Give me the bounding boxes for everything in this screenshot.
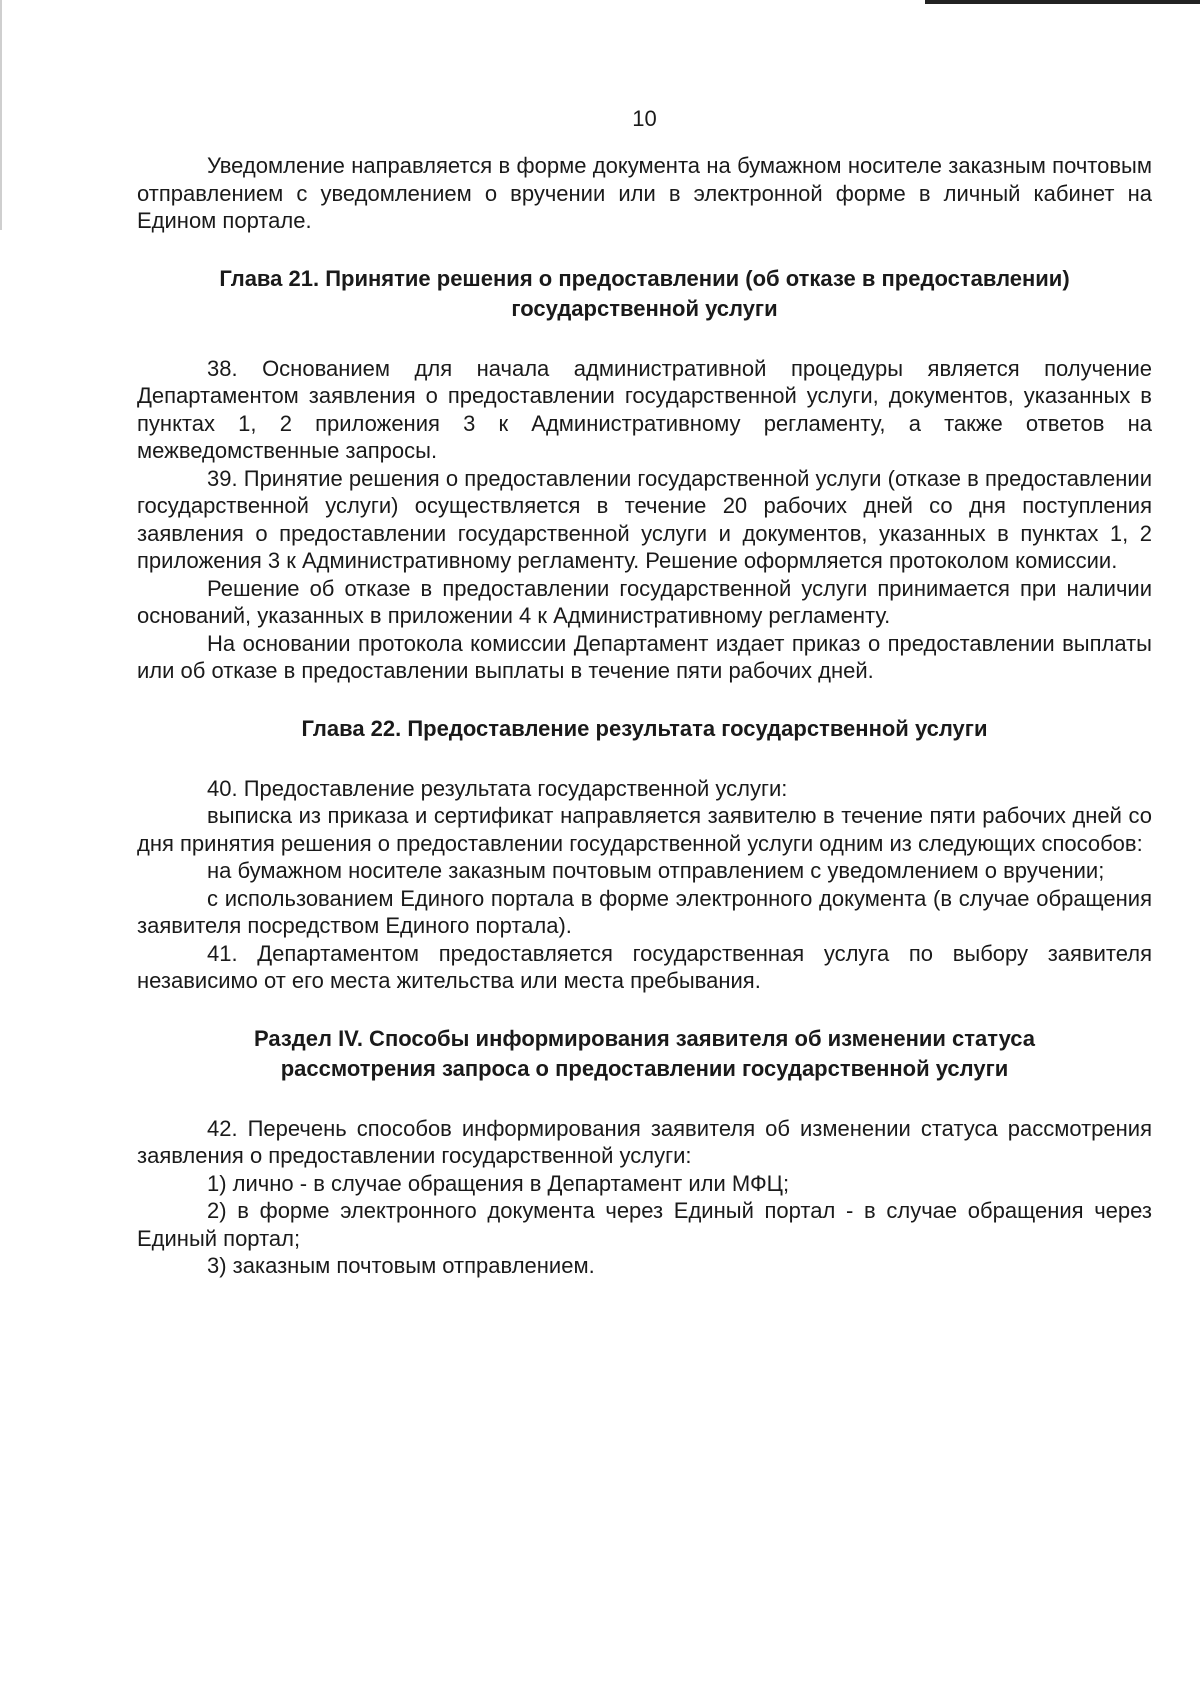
scan-edge-left (0, 0, 2, 230)
page-number: 10 (632, 106, 657, 131)
chapter-21-heading-line-2: государственной услуги (511, 295, 778, 321)
paragraph-refusal-decision: Решение об отказе в предоставлении государственной услуги принимается при наличии оснований, указанных в приложении 4 к Административному регламенту. (137, 575, 1152, 628)
scan-edge-top (925, 0, 1200, 4)
chapter-22-heading: Глава 22. Предоставление результата государственной услуги (301, 715, 988, 741)
chapter-21-heading (137, 264, 1152, 324)
chapter-21-heading-line-1: Глава 21. Принятие решения о предоставлении (об отказе в предоставлении) (219, 265, 1070, 291)
intro-paragraph: Уведомление направляется в форме документа на бумажном носителе заказным почтовым отправлением с уведомлением о вручении или в электронной форме в личный кабинет на Едином портале. (137, 153, 1152, 233)
section-4-heading (137, 1024, 1152, 1084)
paragraph-paper-delivery: на бумажном носителе заказным почтовым отправлением с уведомлением о вручении; (207, 858, 1105, 883)
section-4-heading-line-2: рассмотрения запроса о предоставлении государственной услуги (280, 1055, 1009, 1081)
list-item-1: 1) лично - в случае обращения в Департамент или МФЦ; (207, 1170, 790, 1196)
paragraph-42: 42. Перечень способов информирования заявителя об изменении статуса рассмотрения заявления о предоставлении государственной услуги: (137, 1115, 1152, 1168)
paragraph-extract-delivery: выписка из приказа и сертификат направляется заявителю в течение пяти рабочих дней со дня принятия решения о предоставлении государственной услуги одним из следующих способов: (137, 803, 1152, 856)
list-item-3: 3) заказным почтовым отправлением. (207, 1253, 595, 1278)
paragraph-39: 39. Принятие решения о предоставлении государственной услуги (отказе в предоставлении государственной услуги) осуществляется в течение 20 рабочих дней со дня поступления заявления о предоставлении государственной услуги и документов, указанных в пунктах 1, 2 приложения 3 к Административному регламенту. Решение оформляется протоколом комиссии. (137, 465, 1152, 573)
paragraph-portal-delivery: с использованием Единого портала в форме электронного документа (в случае обращения заявителя посредством Единого портала). (137, 885, 1152, 938)
paragraph-41: 41. Департаментом предоставляется государственная услуга по выбору заявителя независимо от его места жительства или места пребывания. (137, 940, 1152, 993)
list-item-2: 2) в форме электронного документа через Единый портал - в случае обращения через Единый портал; (137, 1198, 1152, 1251)
document-page (137, 104, 1152, 1280)
paragraph-40: 40. Предоставление результата государственной услуги: (207, 775, 788, 801)
section-4-heading-line-1: Раздел IV. Способы информирования заявителя об изменении статуса (253, 1025, 1036, 1051)
paragraph-38: 38. Основанием для начала административной процедуры является получение Департаментом заявления о предоставлении государственной услуги, документов, указанных в пунктах 1, 2 приложения 3 к Административному регламенту, а также ответов на межведомственные запросы. (137, 355, 1152, 463)
paragraph-order-issue: На основании протокола комиссии Департамент издает приказ о предоставлении выплаты или об отказе в предоставлении выплаты в течение пяти рабочих дней. (137, 630, 1152, 683)
